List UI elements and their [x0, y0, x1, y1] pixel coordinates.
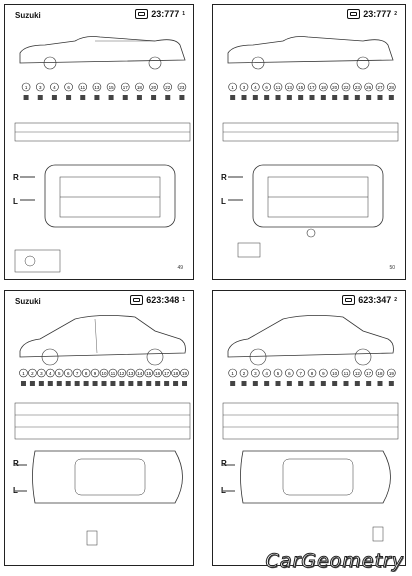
reference-point-label: 13 [286, 85, 292, 90]
reference-point-label: 2 [242, 371, 246, 376]
reference-point-label: 12 [119, 371, 125, 376]
fixture-symbol-icon [66, 95, 71, 100]
reference-point-label: 6 [265, 85, 268, 90]
fixture-symbol-icon [102, 381, 107, 386]
body-side-diagram [5, 291, 194, 566]
fixture-symbol-icon [298, 381, 303, 386]
reference-point-label: 16 [155, 371, 161, 376]
manual-page-4 [212, 290, 406, 566]
fixture-symbol-icon [57, 381, 62, 386]
reference-point-label: 15 [108, 85, 114, 90]
fixture-symbol-icon [264, 95, 269, 100]
fixture-symbol-icon [84, 381, 89, 386]
fixture-symbol-icon [321, 381, 326, 386]
reference-point-label: 3 [242, 85, 246, 90]
manual-page-3 [4, 290, 194, 566]
fixture-symbol-icon [182, 381, 187, 386]
fixture-symbol-icon [276, 381, 281, 386]
manual-page-2 [212, 4, 406, 280]
reference-point-label: 6 [288, 371, 291, 376]
fixture-symbol-icon [80, 95, 85, 100]
reference-point-label: 11 [343, 371, 349, 376]
fixture-symbol-icon [66, 381, 71, 386]
fixture-symbol-icon [119, 381, 124, 386]
reference-point-label: 17 [309, 85, 315, 90]
reference-point-label: 6 [66, 371, 70, 376]
side-l-label: L [13, 197, 18, 206]
fixture-symbol-icon [344, 381, 349, 386]
reference-point-label: 11 [275, 85, 281, 90]
reference-point-label: 18 [377, 371, 383, 376]
fixture-symbol-icon [38, 95, 43, 100]
model-code-text: 23:777 [151, 9, 180, 19]
reference-point-label: 23 [179, 85, 185, 90]
model-code-text: 623:348 [146, 295, 180, 305]
side-r-label: R [221, 173, 227, 182]
code-footnote: 1 [182, 297, 185, 303]
side-r-label: R [221, 459, 227, 468]
reference-point-label: 26 [366, 85, 372, 90]
reference-point-label: 22 [343, 85, 349, 90]
reference-point-label: 9 [322, 371, 325, 376]
reference-point-label: 4 [254, 85, 257, 90]
reference-point-label: 10 [332, 371, 338, 376]
reference-point-label: 4 [53, 85, 56, 90]
fixture-symbol-icon [179, 95, 184, 100]
reference-point-label: 18 [136, 85, 142, 90]
side-r-label: R [13, 459, 19, 468]
page-number: 50 [389, 265, 395, 271]
fixture-symbol-icon [389, 95, 394, 100]
side-l-label: L [221, 486, 226, 495]
reference-point-label: 1 [231, 85, 234, 90]
fixture-symbol-icon [39, 381, 44, 386]
fixture-symbol-icon [366, 95, 371, 100]
reference-point-label: 3 [254, 371, 257, 376]
underbody-diagram [213, 5, 406, 280]
reference-point-label: 1 [22, 371, 25, 376]
reference-point-label: 4 [265, 371, 268, 376]
manual-page-1 [4, 4, 194, 280]
fixture-symbol-icon [332, 95, 337, 100]
fixture-symbol-icon [355, 381, 360, 386]
fixture-symbol-icon [155, 381, 160, 386]
reference-point-label: 20 [151, 85, 157, 90]
reference-point-label: 3 [38, 85, 42, 90]
side-l-label: L [13, 486, 18, 495]
fixture-symbol-icon [151, 95, 156, 100]
reference-point-label: 8 [84, 371, 88, 376]
fixture-symbol-icon [146, 381, 151, 386]
fixture-symbol-icon [310, 381, 315, 386]
brand-label: Suzuki [15, 297, 41, 306]
fixture-symbol-icon [137, 381, 142, 386]
reference-point-label: 1 [231, 371, 234, 376]
fixture-symbol-icon [30, 381, 35, 386]
model-code-text: 23:777 [363, 9, 392, 19]
reference-point-label: 18 [320, 85, 326, 90]
watermark-logo: CarGeometry [265, 550, 404, 572]
fixture-symbol-icon [366, 381, 371, 386]
reference-point-label: 18 [173, 371, 179, 376]
reference-point-label: 14 [137, 371, 143, 376]
reference-point-label: 9 [93, 371, 97, 376]
reference-point-label: 22 [165, 85, 171, 90]
reference-point-label: 3 [40, 371, 43, 376]
reference-point-label: 11 [110, 371, 116, 376]
fixture-symbol-icon [123, 95, 128, 100]
reference-point-label: 6 [67, 85, 70, 90]
fixture-symbol-icon [75, 381, 80, 386]
reference-point-label: 7 [299, 371, 302, 376]
reference-point-label: 8 [310, 371, 314, 376]
body-side-diagram [213, 291, 406, 566]
fixture-symbol-icon [93, 381, 98, 386]
reference-point-label: 19 [182, 371, 188, 376]
fixture-symbol-icon [230, 95, 235, 100]
fixture-symbol-icon [48, 381, 53, 386]
code-footnote: 2 [394, 11, 397, 17]
fixture-symbol-icon [389, 381, 394, 386]
fixture-symbol-icon [344, 95, 349, 100]
fixture-symbol-icon [264, 381, 269, 386]
reference-point-label: 17 [164, 371, 170, 376]
fixture-symbol-icon [332, 381, 337, 386]
reference-point-label: 4 [49, 371, 52, 376]
fixture-symbol-icon [321, 95, 326, 100]
reference-point-label: 2 [31, 371, 34, 376]
reference-point-label: 15 [298, 85, 304, 90]
side-l-label: L [221, 197, 226, 206]
reference-point-label: 13 [94, 85, 100, 90]
fixture-symbol-icon [378, 381, 383, 386]
reference-point-label: 20 [332, 85, 338, 90]
model-code-text: 623:347 [358, 295, 392, 305]
side-r-label: R [13, 173, 19, 182]
reference-point-label: 11 [80, 85, 86, 90]
fixture-symbol-icon [137, 95, 142, 100]
page-number: 49 [177, 265, 183, 271]
brand-label: Suzuki [15, 11, 41, 20]
fixture-symbol-icon [52, 95, 57, 100]
code-footnote: 1 [182, 11, 185, 17]
fixture-symbol-icon [242, 95, 247, 100]
fixture-symbol-icon [298, 95, 303, 100]
fixture-symbol-icon [378, 95, 383, 100]
fixture-symbol-icon [173, 381, 178, 386]
fixture-symbol-icon [128, 381, 133, 386]
reference-point-label: 28 [388, 85, 394, 90]
reference-point-label: 5 [58, 371, 61, 376]
reference-point-label: 27 [377, 85, 383, 90]
reference-point-label: 1 [24, 85, 28, 90]
reference-point-label: 10 [101, 371, 107, 376]
fixture-symbol-icon [253, 381, 258, 386]
fixture-symbol-icon [276, 95, 281, 100]
code-footnote: 2 [394, 297, 397, 303]
fixture-symbol-icon [230, 381, 235, 386]
fixture-symbol-icon [109, 95, 114, 100]
fixture-symbol-icon [165, 95, 170, 100]
fixture-symbol-icon [310, 95, 315, 100]
reference-point-label: 19 [388, 371, 394, 376]
reference-point-label: 17 [122, 85, 128, 90]
reference-point-label: 23 [354, 85, 360, 90]
fixture-symbol-icon [253, 95, 258, 100]
fixture-symbol-icon [164, 381, 169, 386]
underbody-diagram [5, 5, 194, 280]
reference-point-label: 7 [75, 371, 79, 376]
fixture-symbol-icon [287, 381, 292, 386]
fixture-symbol-icon [355, 95, 360, 100]
reference-point-label: 5 [276, 371, 280, 376]
fixture-symbol-icon [242, 381, 247, 386]
fixture-symbol-icon [287, 95, 292, 100]
fixture-symbol-icon [24, 95, 29, 100]
fixture-symbol-icon [21, 381, 26, 386]
reference-point-label: 17 [366, 371, 372, 376]
fixture-symbol-icon [94, 95, 99, 100]
reference-point-label: 15 [146, 371, 152, 376]
reference-point-label: 12 [354, 371, 360, 376]
fixture-symbol-icon [110, 381, 115, 386]
reference-point-label: 13 [128, 371, 134, 376]
